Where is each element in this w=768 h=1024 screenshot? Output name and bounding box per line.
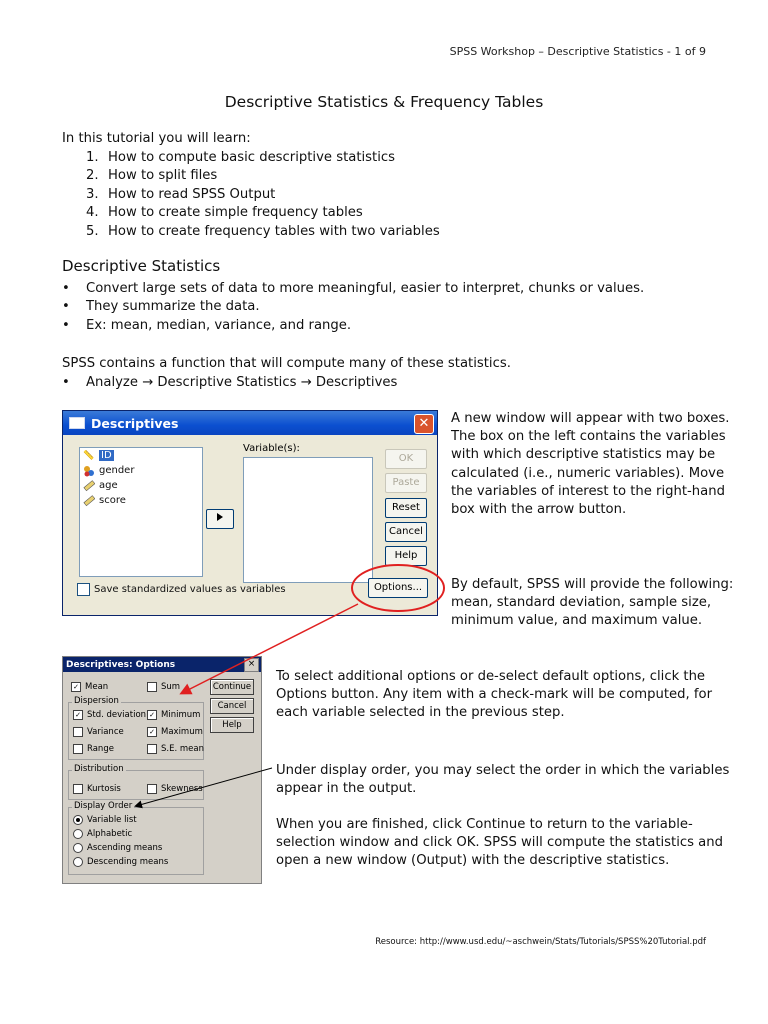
- page-title: Descriptive Statistics & Frequency Tables: [224, 93, 544, 111]
- ok-button[interactable]: OK: [385, 449, 427, 469]
- paste-button[interactable]: Paste: [385, 473, 427, 493]
- kurtosis-checkbox[interactable]: Kurtosis: [73, 784, 121, 794]
- list-item: • Convert large sets of data to more meaningful, easier to interpret, chunks or values.: [62, 281, 645, 296]
- list-item: 3. How to read SPSS Output: [86, 186, 276, 202]
- options-cancel-button[interactable]: Cancel: [210, 698, 254, 714]
- maximum-checkbox[interactable]: ✓ Maximum: [147, 727, 203, 737]
- close-icon[interactable]: ×: [244, 658, 259, 672]
- options-title-bar: Descriptives: Options: [63, 657, 261, 672]
- variance-checkbox[interactable]: Variance: [73, 727, 124, 737]
- list-item: 5. How to create frequency tables with two variables: [86, 223, 440, 239]
- spss-paragraph: SPSS contains a function that will compute many of these statistics.: [62, 356, 511, 371]
- explanation-2: By default, SPSS will provide the following: mean, standard deviation, sample size, minimum value, and maximum value.: [451, 577, 734, 629]
- page-header: SPSS Workshop – Descriptive Statistics - 1 of 9: [449, 45, 706, 58]
- list-item: 2. How to split files: [86, 168, 218, 184]
- intro-text: In this tutorial you will learn:: [62, 131, 251, 146]
- alphabetic-radio[interactable]: Alphabetic: [73, 829, 132, 839]
- reset-button[interactable]: Reset: [385, 498, 427, 518]
- dispersion-group: Dispersion: [68, 702, 204, 760]
- se-mean-checkbox[interactable]: S.E. mean: [147, 744, 204, 754]
- dialog-title: Descriptives: [91, 415, 179, 431]
- distribution-group: Distribution: [68, 770, 204, 800]
- list-item[interactable]: score: [80, 493, 202, 508]
- list-item: 4. How to create simple frequency tables: [86, 205, 363, 221]
- list-item: • They summarize the data.: [62, 299, 260, 315]
- list-item: • Ex: mean, median, variance, and range.: [62, 317, 352, 333]
- explanation-4: Under display order, you may select the order in which the variables appear in the output.: [276, 763, 730, 797]
- minimum-checkbox[interactable]: ✓ Minimum: [147, 710, 200, 720]
- list-item[interactable]: gender: [80, 463, 202, 478]
- ruler-icon: 📏: [83, 450, 95, 461]
- list-item[interactable]: 📏 ID: [83, 450, 112, 461]
- range-checkbox[interactable]: Range: [73, 744, 114, 754]
- explanation-5: When you are finished, click Continue to return to the variable-selection window and click OK. SPSS will compute the statistics and open a new window (Output) with the descriptive statistics.: [276, 817, 723, 869]
- display-order-group: Display Order: [68, 807, 204, 875]
- list-item: 1. How to compute basic descriptive statistics: [86, 150, 395, 165]
- options-button[interactable]: Options...: [368, 578, 428, 598]
- variable-list-radio[interactable]: Variable list: [73, 815, 137, 825]
- continue-button[interactable]: Continue: [210, 679, 254, 695]
- display-order-arrow: [136, 768, 272, 806]
- help-button[interactable]: Help: [385, 546, 427, 566]
- cancel-button[interactable]: Cancel: [385, 522, 427, 542]
- std-deviation-checkbox[interactable]: ✓ Std. deviation: [73, 710, 146, 720]
- list-item[interactable]: age: [80, 478, 202, 493]
- ascending-means-radio[interactable]: Ascending means: [73, 843, 162, 853]
- descending-means-radio[interactable]: Descending means: [73, 857, 168, 867]
- explanation-1: A new window will appear with two boxes. The box on the left contains the variables with which descriptive statistics may be calculated (i.e., numeric variables). Move the variables of interest to the right-hand box with the arrow button.: [451, 411, 730, 518]
- options-highlight-circle: [352, 565, 444, 611]
- section-heading: Descriptive Statistics: [62, 257, 221, 275]
- explanation-3: To select additional options or de-select default options, click the Options button. Any item with a check-mark will be computed, for each variable selected in the previous step.: [276, 669, 713, 721]
- mean-checkbox[interactable]: ✓ Mean: [71, 682, 108, 692]
- variables-label: Variable(s):: [243, 443, 300, 454]
- save-standardized-checkbox[interactable]: Save standardized values as variables: [77, 583, 286, 596]
- list-item: • Analyze → Descriptive Statistics → Descriptives: [62, 375, 398, 390]
- sum-checkbox[interactable]: Sum: [147, 682, 180, 692]
- skewness-checkbox[interactable]: Skewness: [147, 784, 203, 794]
- close-icon[interactable]: ✕: [414, 414, 434, 434]
- resource-link: Resource: http://www.usd.edu/~aschwein/Stats/Tutorials/SPSS%20Tutorial.pdf: [375, 937, 706, 947]
- options-help-button[interactable]: Help: [210, 717, 254, 733]
